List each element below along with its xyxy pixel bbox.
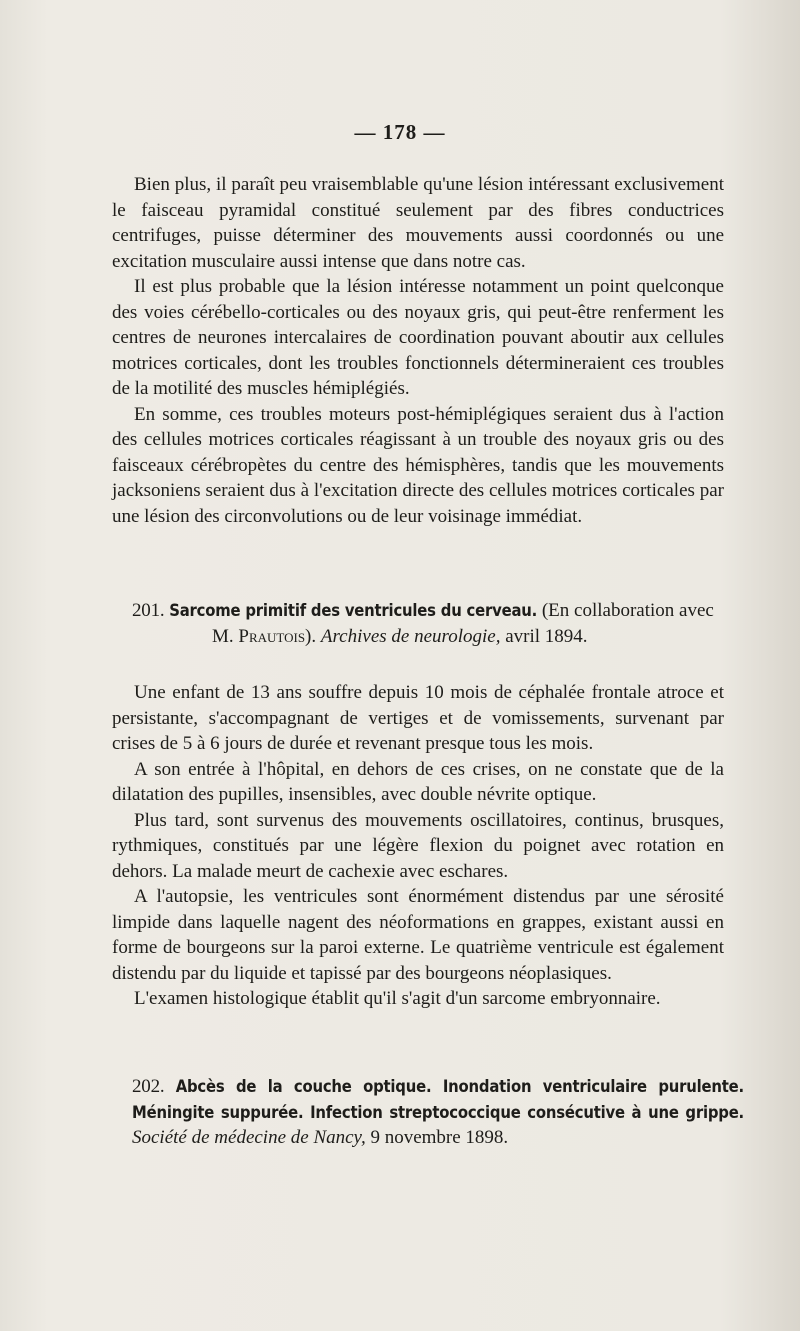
entry-paragraph: Plus tard, sont survenus des mouvements oscillatoires, continus, brusques, rythmiques, constitués par une légère flexion du poignet avec rotation en dehors. La malade meurt de cachexie avec eschares. xyxy=(112,809,724,882)
collab-name: M. Prautois). xyxy=(212,625,317,647)
entry-number: 201. xyxy=(132,600,165,621)
journal-name: Archives de neurologie, xyxy=(320,625,501,647)
entry-title: Abcès de la couche optique. Inondation ventriculaire purulente. Méningite suppurée. Infection streptococcique consécutive à une grippe. xyxy=(132,1077,744,1122)
intro-paragraph: Bien plus, il paraît peu vraisemblable qu'une lésion intéressant exclusivement le faisceau pyramidal constitué seulement par des fibres conductrices centrifuges, puisse déterminer des mouvements aussi coordonnés ou une excitation musculaire aussi intense que dans notre cas. xyxy=(112,174,724,272)
journal-name: Société de médecine de Nancy, xyxy=(132,1127,366,1148)
entry-number: 202. xyxy=(132,1076,165,1097)
entry-paragraph: L'examen histologique établit qu'il s'agit d'un sarcome embryonnaire. xyxy=(134,988,661,1009)
entry-201-heading xyxy=(112,598,744,649)
entry-202-heading xyxy=(112,1074,744,1151)
entry-paragraph: A son entrée à l'hôpital, en dehors de ces crises, on ne constate que de la dilatation des pupilles, insensibles, avec double névrite optique. xyxy=(112,758,724,805)
intro-paragraph: Il est plus probable que la lésion intéresse notamment un point quelconque des voies cérébello-corticales ou des noyaux gris, qui peut-être renferment les centres de neurones intercalaires de coordination pouvant aboutir aux cellules motrices corticales, dont les troubles fonctionnels détermineraient ces troubles de la motilité des muscles hémiplégiés. xyxy=(112,276,724,399)
collab-prefix: (En collaboration avec xyxy=(541,600,714,621)
publication-date: 9 novembre 1898. xyxy=(370,1127,509,1148)
entry-title: Sarcome primitif des ventricules du cerveau. xyxy=(169,601,538,620)
entry-paragraph: A l'autopsie, les ventricules sont énormément distendus par une sérosité limpide dans laquelle nagent des néoformations en grappes, existant aussi en forme de bourgeons sur la paroi externe. Le quatrième ventricule est également distendu par du liquide et tapissé par des bourgeons néoplasiques. xyxy=(112,886,724,984)
entry-201-body xyxy=(112,680,724,1012)
page-number: — 178 — xyxy=(354,120,446,144)
publication-date: avril 1894. xyxy=(505,625,588,647)
intro-text xyxy=(112,172,724,529)
entry-paragraph: Une enfant de 13 ans souffre depuis 10 mois de céphalée frontale atroce et persistante, s'accompagnant de vertiges et de vomissements, survenant par crises de 5 à 6 jours de durée et revenant presque tous les mois. xyxy=(112,682,724,754)
intro-paragraph: En somme, ces troubles moteurs post-hémiplégiques seraient dus à l'action des cellules motrices corticales réagissant à un trouble des noyaux gris ou des faisceaux cérébropètes du centre des hémisphères, tandis que les mouvements jacksoniens seraient dus à l'excitation directe des cellules motrices corticales par une lésion des circonvolutions ou de leur voisinage immédiat. xyxy=(112,403,724,527)
